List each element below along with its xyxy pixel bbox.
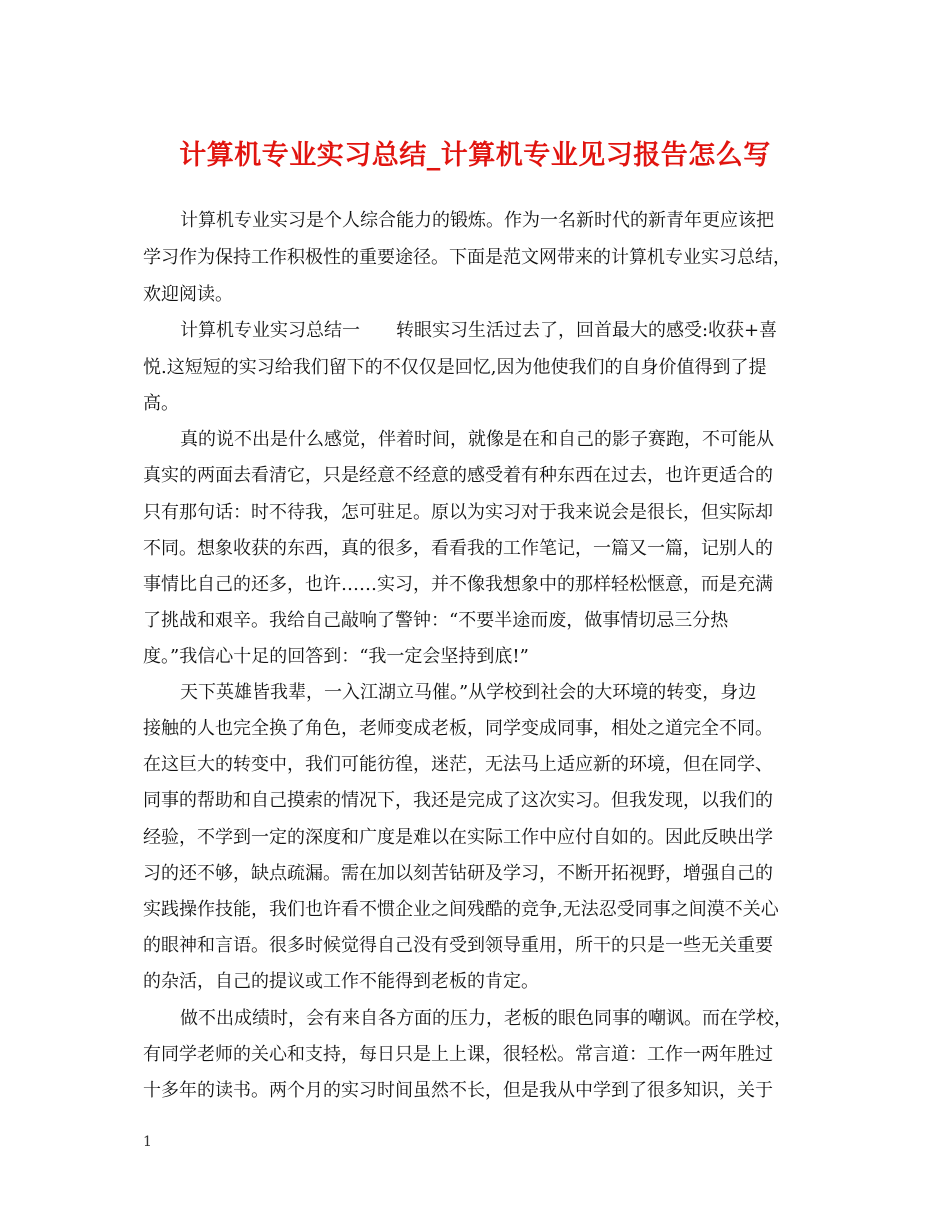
text-line: 度。”我信心十足的回答到：“我一定会坚持到底!” xyxy=(143,646,529,667)
text-line: 十多年的读书。两个月的实习时间虽然不长，但是我从中学到了很多知识，关于 xyxy=(143,1080,773,1101)
text-line: 有同学老师的关心和支持，每日只是上上课，很轻松。常言道：工作一两年胜过 xyxy=(143,1044,773,1065)
text-line: 悦.这短短的实习给我们留下的不仅仅是回忆,因为他使我们的自身价值得到了提 xyxy=(143,357,767,378)
text-line: 不同。想象收获的东西，真的很多，看看我的工作笔记，一篇又一篇，记别人的 xyxy=(143,538,773,559)
text-line: 经验，不学到一定的深度和广度是难以在实际工作中应付自如的。因此反映出学 xyxy=(143,827,773,848)
text-line: 同事的帮助和自己摸索的情况下，我还是完成了这次实习。但我发现，以我们的 xyxy=(143,790,773,811)
text-line: 只有那句话：时不待我，怎可驻足。原以为实习对于我来说会是很长，但实际却 xyxy=(143,502,773,523)
page-number: 1 xyxy=(143,1134,152,1150)
text-line: 欢迎阅读。 xyxy=(143,284,233,305)
text-line: 在这巨大的转变中，我们可能彷徨，迷茫，无法马上适应新的环境，但在同学、 xyxy=(143,754,773,775)
text-line: 学习作为保持工作积极性的重要途径。下面是范文网带来的计算机专业实习总结， xyxy=(143,247,791,268)
text-line: 的眼神和言语。很多时候觉得自己没有受到领导重用，所干的只是一些无关重要 xyxy=(143,935,773,956)
text-line: 计算机专业实习总结一 转眼实习生活过去了，回首最大的感受:收获+喜 xyxy=(180,320,778,341)
text-line: 真的说不出是什么感觉，伴着时间，就像是在和自己的影子赛跑，不可能从 xyxy=(180,429,774,450)
text-line: 习的还不够，缺点疏漏。需在加以刻苦钻研及学习，不断开拓视野，增强自己的 xyxy=(143,863,773,884)
text-line: 高。 xyxy=(143,393,179,414)
document-title: 计算机专业实习总结_计算机专业见习报告怎么写 xyxy=(179,140,771,171)
text-line: 计算机专业实习是个人综合能力的锻炼。作为一名新时代的新青年更应该把 xyxy=(180,210,774,231)
text-line: 了挑战和艰辛。我给自己敲响了警钟：“不要半途而废，做事情切忌三分热 xyxy=(143,610,729,631)
text-line: 事情比自己的还多，也许……实习，并不像我想象中的那样轻松惬意，而是充满 xyxy=(143,574,773,595)
text-line: 的杂活，自己的提议或工作不能得到老板的肯定。 xyxy=(143,971,539,992)
text-line: 天下英雄皆我辈，一入江湖立马催。”从学校到社会的大环境的转变，身边 xyxy=(180,682,757,703)
text-line: 真实的两面去看清它，只是经意不经意的感受着有种东西在过去，也许更适合的 xyxy=(143,465,773,486)
text-line: 实践操作技能，我们也许看不惯企业之间残酷的竞争,无法忍受同事之间漠不关心 xyxy=(143,899,779,920)
text-line: 接触的人也完全换了角色，老师变成老板，同学变成同事，相处之道完全不同。 xyxy=(143,718,773,739)
text-line: 做不出成绩时，会有来自各方面的压力，老板的眼色同事的嘲讽。而在学校， xyxy=(180,1008,792,1029)
